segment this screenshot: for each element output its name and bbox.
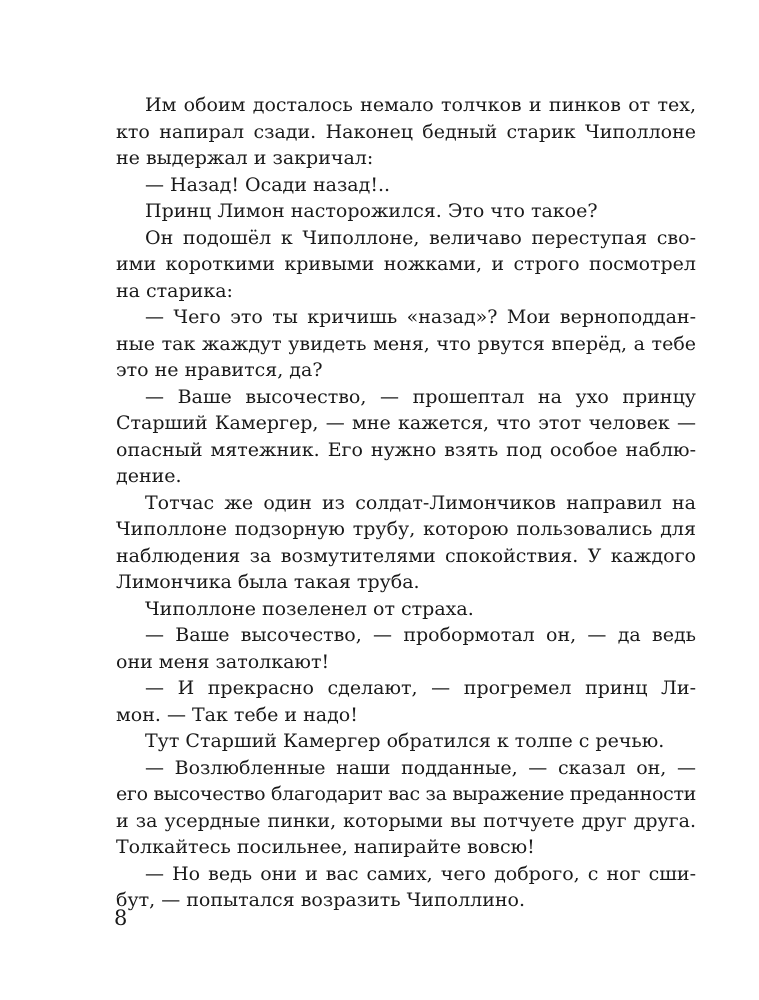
text-line: ими короткими кривыми ножками, и строго посмотрел (116, 253, 696, 275)
text-line: опасный мятежник. Его нужно взять под особое наблю- (116, 438, 696, 461)
text-line: — Ваше высочество, — пробормотал он, — да ведь (145, 624, 696, 646)
text-line: Толкайтесь посильнее, напирайте вовсю! (116, 836, 535, 858)
text-line: — Чего это ты кричишь «назад»? Мои верноподдан- (145, 306, 696, 328)
text-line: дение. (116, 465, 182, 487)
text-line: кто напирал сзади. Наконец бедный старик Чиполлоне (116, 120, 696, 143)
text-line: Тут Старший Камергер обратился к толпе с речью. (145, 730, 665, 752)
page-body-text (116, 92, 696, 914)
text-line: ные так жаждут увидеть меня, что рвутся вперёд, а тебе (116, 332, 696, 355)
text-line: и за усердные пинки, которыми вы потчуете друг друга. (116, 809, 696, 832)
text-line: Лимончика была такая труба. (116, 571, 420, 593)
text-line: Чиполлоне подзорную трубу, которою пользовались для (116, 518, 696, 540)
text-line: его высочество благодарит вас за выражение преданности (116, 783, 696, 805)
text-line: наблюдения за возмутителями спокойствия. У каждого (116, 544, 696, 567)
text-line: Тотчас же один из солдат-Лимончиков направил на (145, 491, 696, 514)
text-line: — Назад! Осади назад!.. (145, 173, 391, 196)
text-line: это не нравится, да? (116, 359, 323, 381)
text-line: — И прекрасно сделают, — прогремел принц Ли- (145, 677, 696, 699)
page-number: 8 (114, 906, 128, 930)
text-line: не выдержал и закричал: (116, 147, 374, 169)
text-line: — Возлюбленные наши подданные, — сказал он, — (145, 756, 696, 779)
text-line: Старший Камергер, — мне кажется, что этот человек — (116, 412, 696, 434)
text-line: Чиполлоне позеленел от страха. (145, 597, 474, 620)
text-line: — Ваше высочество, — прошептал на ухо принцу (145, 385, 696, 408)
text-line: на старика: (116, 279, 233, 302)
text-line: мон. — Так тебе и надо! (116, 703, 358, 726)
text-line: Принц Лимон насторожился. Это что такое? (145, 200, 598, 222)
text-line: бут, — попытался возразить Чиполлино. (116, 889, 526, 911)
text-line: Он подошёл к Чиполлоне, величаво переступая сво- (145, 226, 696, 249)
text-line: — Но ведь они и вас самих, чего доброго, с ног сши- (145, 862, 696, 885)
text-line: они меня затолкают! (116, 650, 330, 673)
text-line: Им обоим досталось немало толчков и пинков от тех, (145, 94, 696, 116)
